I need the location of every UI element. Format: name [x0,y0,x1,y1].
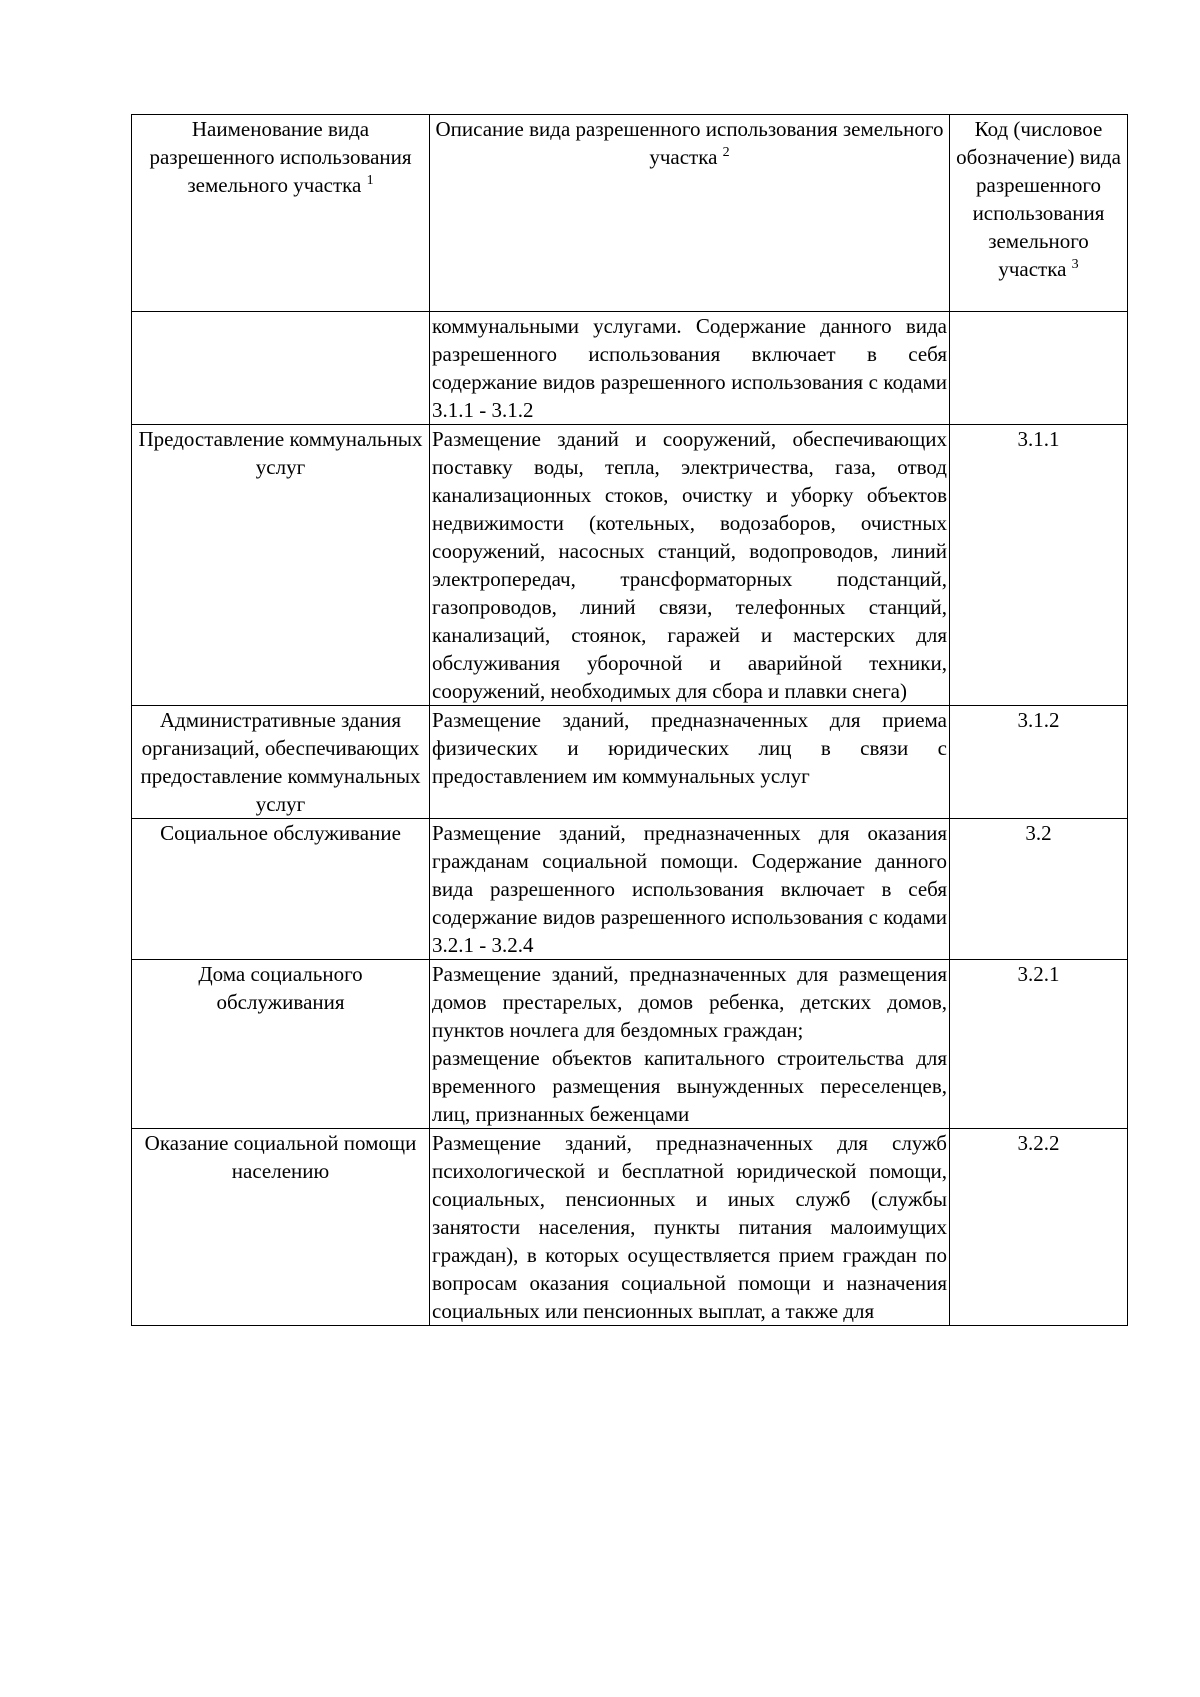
table-header-row [132,115,1128,312]
row-code-cell: 3.1.2 [950,706,1128,819]
row-description-cell [430,312,950,425]
description-paragraph: размещение объектов капитального строительства для временного размещения вынужденных переселенцев, лиц, признанных беженцами [432,1046,947,1126]
row-name-cell [132,312,430,425]
land-use-table [131,114,1128,1326]
row-code-cell: 3.2.1 [950,960,1128,1129]
footnote-marker-2: 2 [722,145,730,160]
table-row [132,819,1128,960]
header-code-text: Код (числовое обозначение) вида разрешенного использования земельного участка [956,117,1121,281]
table-row [132,312,1128,425]
table-row [132,425,1128,706]
table-row [132,706,1128,819]
row-code-cell [950,312,1128,425]
table-row [132,960,1128,1129]
header-description-cell [430,115,950,312]
description-paragraph: Размещение зданий и сооружений, обеспечивающих поставку воды, тепла, электричества, газа, отвод канализационных стоков, очистку и уборку объектов недвижимости (котельных, водозаборов, очистных сооружений, насосных станций, водопроводов, линий электропередач, трансформаторных подстанций, газопроводов, линий связи, телефонных станций, канализаций, стоянок, гаражей и мастерских для обслуживания уборочной и аварийной техники, сооружений, необходимых для сбора и плавки снега) [432,427,947,703]
row-description-cell [430,819,950,960]
header-name-text: Наименование вида разрешенного использования земельного участка [149,117,412,197]
description-paragraph: Размещение зданий, предназначенных для приема физических и юридических лиц в связи с предоставлением им коммунальных услуг [432,708,947,788]
header-code-cell [950,115,1128,312]
row-code-cell: 3.2.2 [950,1129,1128,1326]
table-row [132,1129,1128,1326]
row-description-cell [430,706,950,819]
footnote-marker-1: 1 [366,173,374,188]
description-paragraph: Размещение зданий, предназначенных для оказания гражданам социальной помощи. Содержание данного вида разрешенного использования включает в себя содержание видов разрешенного использования с кодами 3.2.1 - 3.2.4 [432,821,947,957]
row-name-cell: Административные здания организаций, обеспечивающих предоставление коммунальных услуг [132,706,430,819]
row-name-cell: Дома социального обслуживания [132,960,430,1129]
row-description-cell [430,1129,950,1326]
row-name-cell: Предоставление коммунальных услуг [132,425,430,706]
description-paragraph: коммунальными услугами. Содержание данного вида разрешенного использования включает в себя содержание видов разрешенного использования с кодами 3.1.1 - 3.1.2 [432,314,947,422]
row-code-cell: 3.2 [950,819,1128,960]
row-name-cell: Оказание социальной помощи населению [132,1129,430,1326]
footnote-marker-3: 3 [1071,257,1079,272]
header-name-cell [132,115,430,312]
row-code-cell: 3.1.1 [950,425,1128,706]
row-description-cell [430,425,950,706]
description-paragraph: Размещение зданий, предназначенных для размещения домов престарелых, домов ребенка, детских домов, пунктов ночлега для бездомных граждан; [432,962,947,1042]
description-paragraph: Размещение зданий, предназначенных для служб психологической и бесплатной юридической помощи, социальных, пенсионных и иных служб (службы занятости населения, пункты питания малоимущих граждан), в которых осуществляется прием граждан по вопросам оказания социальной помощи и назначения социальных или пенсионных выплат, а также для [432,1131,947,1323]
row-description-cell [430,960,950,1129]
header-description-text: Описание вида разрешенного использования земельного участка [435,117,944,169]
row-name-cell: Социальное обслуживание [132,819,430,960]
